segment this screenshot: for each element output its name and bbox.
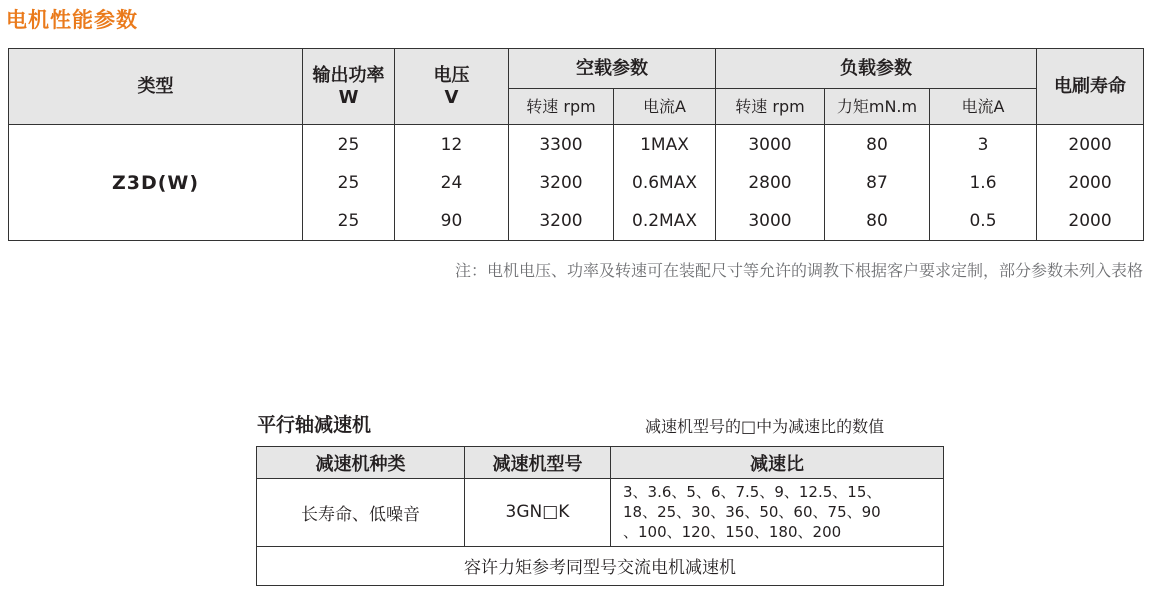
header-gear-ratio: 减速比	[611, 447, 944, 479]
voltage-cell: 90	[395, 202, 509, 240]
load-current-cell: 0.5	[930, 202, 1037, 240]
load-torque-cell: 80	[825, 202, 930, 240]
header-load-torque: 力矩mN.m	[825, 89, 930, 125]
header-load-speed: 转速 rpm	[716, 89, 825, 125]
header-power-unit: W	[338, 86, 359, 108]
type-value: Z3D(W)	[9, 125, 303, 241]
gearbox-title: 平行轴减速机	[257, 414, 372, 436]
gear-kind-cell: 长寿命、低噪音	[257, 479, 465, 546]
gear-ratio-cell	[611, 479, 944, 546]
header-power-label: 输出功率	[312, 64, 385, 86]
gearbox-table	[256, 446, 944, 586]
voltage-cell: 12	[395, 125, 509, 164]
load-torque-cell: 87	[825, 164, 930, 202]
header-no-load-speed: 转速 rpm	[509, 89, 614, 125]
no-load-current-cell: 0.2MAX	[614, 202, 716, 240]
header-voltage-label: 电压	[433, 64, 470, 86]
load-speed-cell: 2800	[716, 164, 825, 202]
load-current-cell: 1.6	[930, 164, 1037, 202]
header-brush-life: 电刷寿命	[1037, 49, 1144, 125]
load-current-cell: 3	[930, 125, 1037, 164]
header-voltage-unit: V	[444, 86, 459, 108]
performance-note: 注：电机电压、功率及转速可在装配尺寸等允许的调教下根据客户要求定制，部分参数未列入表格	[454, 261, 1143, 280]
load-torque-cell: 80	[825, 125, 930, 164]
no-load-speed-cell: 3200	[509, 164, 614, 202]
ratio-line: 、100、120、150、180、200	[623, 523, 842, 542]
load-speed-cell: 3000	[716, 125, 825, 164]
header-voltage	[395, 49, 509, 125]
gearbox-caption: 减速机型号的□中为减速比的数值	[645, 417, 885, 436]
gearbox-footer: 容许力矩参考同型号交流电机减速机	[257, 546, 944, 585]
power-cell: 25	[303, 202, 395, 240]
ratio-line: 18、25、30、36、50、60、75、90	[623, 503, 881, 522]
power-cell: 25	[303, 125, 395, 164]
header-load-current: 电流A	[930, 89, 1037, 125]
brush-life-cell: 2000	[1037, 125, 1144, 164]
header-no-load: 空载参数	[509, 49, 716, 89]
load-speed-cell: 3000	[716, 202, 825, 240]
header-type: 类型	[9, 49, 303, 125]
ratio-line: 3、3.6、5、6、7.5、9、12.5、15、	[623, 483, 882, 502]
power-cell: 25	[303, 164, 395, 202]
section-title: 电机性能参数	[6, 8, 138, 32]
no-load-speed-cell: 3300	[509, 125, 614, 164]
no-load-current-cell: 0.6MAX	[614, 164, 716, 202]
header-power	[303, 49, 395, 125]
header-no-load-current: 电流A	[614, 89, 716, 125]
header-gear-model: 减速机型号	[465, 447, 611, 479]
voltage-cell: 24	[395, 164, 509, 202]
header-gear-kind: 减速机种类	[257, 447, 465, 479]
brush-life-cell: 2000	[1037, 202, 1144, 240]
gear-model-cell: 3GN□K	[465, 479, 611, 546]
performance-table	[8, 48, 1144, 241]
table-row	[257, 479, 944, 546]
table-row	[9, 125, 1144, 164]
no-load-current-cell: 1MAX	[614, 125, 716, 164]
header-load: 负载参数	[716, 49, 1037, 89]
no-load-speed-cell: 3200	[509, 202, 614, 240]
brush-life-cell: 2000	[1037, 164, 1144, 202]
